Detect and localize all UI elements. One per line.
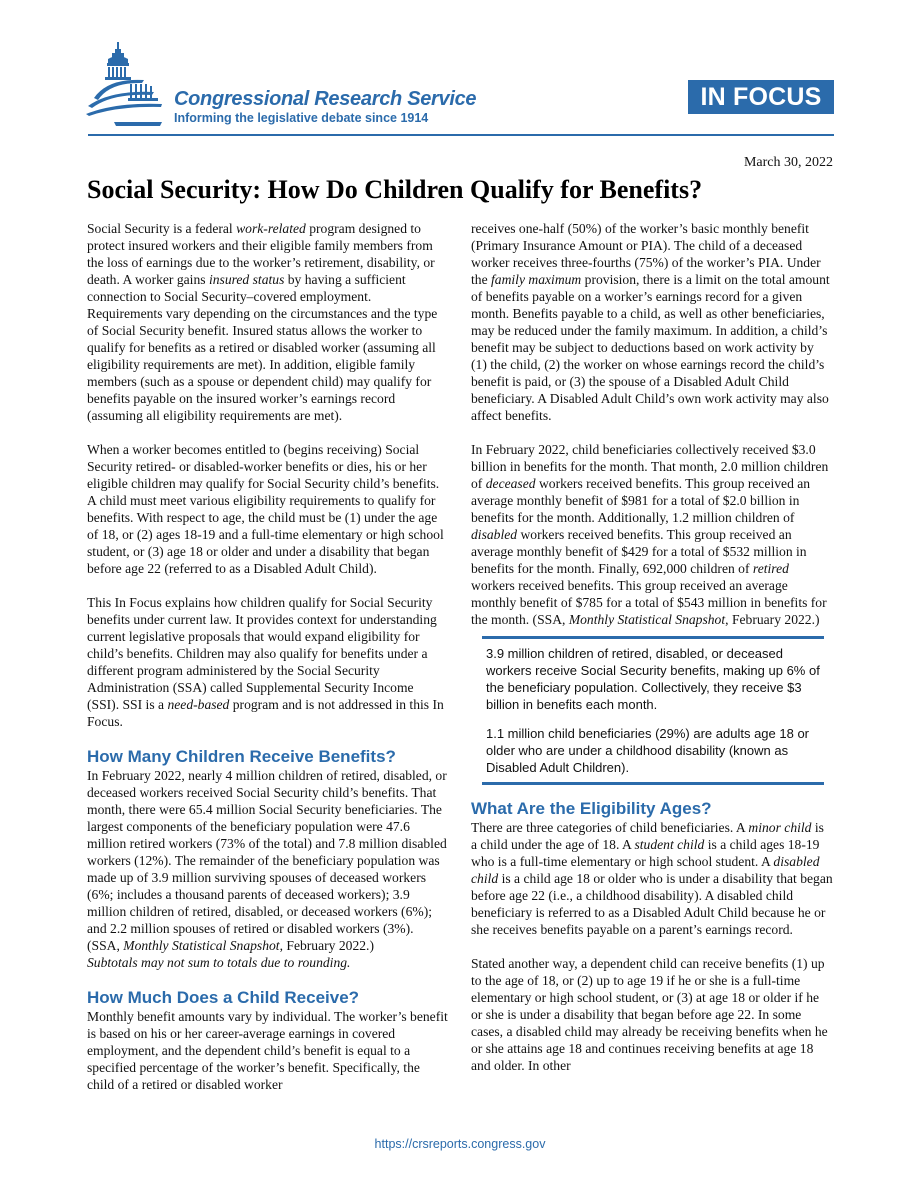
paragraph — [471, 819, 833, 938]
publication-date: March 30, 2022 — [743, 155, 833, 170]
emphasis-text: work-related — [236, 221, 306, 236]
text-run: When a worker becomes entitled to (begins receiving) Social Security retired- or disabled-worker benefits or dies, his or her eligible children may qualify for Social Security child’s benefits. A child must meet various eligibility requirements to qualify for benefits. With respect to age, the child must be (1) under the age of 18, or (2) ages 18-19 and a full-time elementary or high school student, or (3) age 18 or older and under a disability that began before age 22 (referred to as a Disabled Adult Child). — [87, 442, 444, 576]
paragraph — [87, 767, 449, 954]
text-run: This In Focus explains how children qualify for Social Security benefits under current law. It provides context for understanding current legislative proposals that would expand eligibility for child’s benefits. Children may also qualify for benefits under a different program administered by the Social Security Administration (SSA) called Supplemental Security Income (SSI). SSI is a — [87, 595, 437, 712]
text-run: Social Security is a federal — [87, 221, 237, 236]
text-run: In February 2022, child beneficiaries collectively received $3.0 billion in benefits for the month. That month, 2.0 million children of — [471, 442, 829, 491]
text-run: is a child age 18 or older who is under a disability that began before age 22 (i.e., a childhood disability). A disabled child beneficiary is referred to as a Disabled Adult Child because he or she receives benefits payable on a parent’s earnings record. — [471, 871, 833, 937]
text-run: provision, there is a limit on the total amount of benefits payable on a worker’s earnings record for a given month. Benefits payable to a child, as well as other beneficiaries, may be reduced under the family maximum. In addition, a child’s benefit may be subject to deductions based on work activity by (1) the child, (2) the worker on whose earnings record the child’s benefit is paid, or (3) the spouse of a Disabled Adult Child beneficiary. A Disabled Adult Child’s own work activity may also affect benefits. — [471, 272, 830, 423]
text-run: In February 2022, nearly 4 million children of retired, disabled, or deceased workers received Social Security child’s benefits. That month, there were 65.4 million Social Security beneficiaries. The largest components of the beneficiary population were 47.6 million retired workers (73% of the total) and 7.8 million disabled workers (12%). The remainder of the beneficiary population was made up of 3.9 million surviving spouses of deceased workers (6%; includes a thousand parents of deceased workers); 3.9 million children of retired, disabled, or deceased workers (6%); and 2.2 million spouses of retired or disabled workers (3%). (SSA, — [87, 768, 447, 953]
text-run: Monthly benefit amounts vary by individual. The worker’s benefit is based on his or her career-average earnings in covered employment, and the dependent child’s benefit is equal to a specified percentage of the worker’s benefit. Specifically, the child of a retired or disabled worker — [87, 1009, 448, 1092]
section-heading: How Many Children Receive Benefits? — [87, 747, 396, 766]
paragraph — [471, 220, 833, 424]
text-run: workers received benefits. This group received an average monthly benefit of $785 for a total of $543 million in benefits for the month. (SSA, — [471, 578, 827, 627]
key-facts-callout — [482, 636, 824, 785]
emphasis-text: disabled child — [471, 854, 820, 886]
emphasis-text: Monthly Statistical Snapshot — [568, 612, 726, 627]
paragraph-note: Subtotals may not sum to totals due to rounding. — [87, 955, 351, 970]
text-run: receives one-half (50%) of the worker’s basic monthly benefit (Primary Insurance Amount or PIA). The child of a deceased worker receives three-fourths (75%) of the worker’s PIA. Under the — [471, 221, 821, 287]
emphasis-text: disabled — [471, 527, 518, 542]
paragraph — [87, 1008, 449, 1093]
in-focus-badge: IN FOCUS — [688, 80, 834, 114]
text-run: program designed to protect insured workers and their eligible family members from the loss of earnings due to the worker’s retirement, disability, or death. A worker gains — [87, 221, 435, 287]
text-run: by having a sufficient connection to Social Security–covered employment. Requirements vary depending on the circumstances and the type of Social Security benefit. Insured status allows the worker to qualify for benefits as a retired or disabled worker (assuming all eligibility requirements are met). In addition, eligible family members (such as a spouse or dependent child) may qualify for benefits payable on the insured worker’s earnings record (assuming all eligibility requirements are met). — [87, 272, 438, 423]
text-run: , February 2022.) — [279, 938, 374, 953]
left-column — [87, 220, 449, 1093]
emphasis-text: family maximum — [491, 272, 582, 287]
emphasis-text: minor child — [748, 820, 812, 835]
paragraph — [87, 220, 449, 424]
text-run: , February 2022.) — [725, 612, 820, 627]
emphasis-text: Monthly Statistical Snapshot — [123, 938, 280, 953]
emphasis-text: deceased — [485, 476, 536, 491]
header-divider — [88, 134, 834, 136]
text-run: workers received benefits. This group received an average monthly benefit of $981 for a total of $2.0 billion in benefits for the month. Additionally, 1.2 million children of — [471, 476, 811, 525]
emphasis-text: student child — [634, 837, 705, 852]
brand — [174, 88, 476, 126]
org-tagline: Informing the legislative debate since 1914 — [174, 111, 429, 125]
section-heading: How Much Does a Child Receive? — [87, 988, 360, 1007]
paragraph — [471, 955, 833, 1074]
section-heading: What Are the Eligibility Ages? — [471, 799, 712, 818]
header — [0, 0, 920, 140]
text-run: There are three categories of child beneficiaries. A — [471, 820, 749, 835]
right-column — [471, 220, 833, 1074]
callout-item: 1.1 million child beneficiaries (29%) are adults age 18 or older who are under a childhood disability (known as Disabled Adult Children). — [486, 726, 810, 775]
callout-item: 3.9 million children of retired, disabled, or deceased workers receive Social Security benefits, making up 6% of the beneficiary population. Collectively, they receive $3 billion in benefits each month. — [486, 646, 820, 712]
capitol-dome-icon — [84, 40, 174, 130]
org-name: Congressional Research Service — [174, 88, 477, 110]
emphasis-text: insured status — [208, 272, 285, 287]
paragraph — [87, 441, 449, 577]
text-run: program and is not addressed in this In Focus. — [87, 697, 444, 729]
paragraph — [87, 594, 449, 730]
paragraph — [471, 441, 833, 628]
emphasis-text: need-based — [167, 697, 230, 712]
text-run: Stated another way, a dependent child can receive benefits (1) up to the age of 18, or (2) up to age 19 if he or she is a full-time elementary or high school student, or (3) at age 18 or older if he or she is under a disability that began before age 22. In some cases, a disabled child may already be receiving benefits when he or she attains age 18 and continues receiving benefits at age 18 and older. In other — [471, 956, 828, 1073]
text-run: is a child ages 18-19 who is a full-time elementary or high school student. A — [471, 837, 820, 869]
emphasis-text: retired — [752, 561, 789, 576]
text-run: workers received benefits. This group received an average monthly benefit of $429 for a total of $532 million in benefits for the month. Finally, 692,000 children of — [471, 527, 807, 576]
footer-link[interactable]: https://crsreports.congress.gov — [374, 1137, 546, 1151]
text-run: is a child under the age of 18. A — [471, 820, 824, 852]
page-title: Social Security: How Do Children Qualify for Benefits? — [87, 175, 703, 204]
